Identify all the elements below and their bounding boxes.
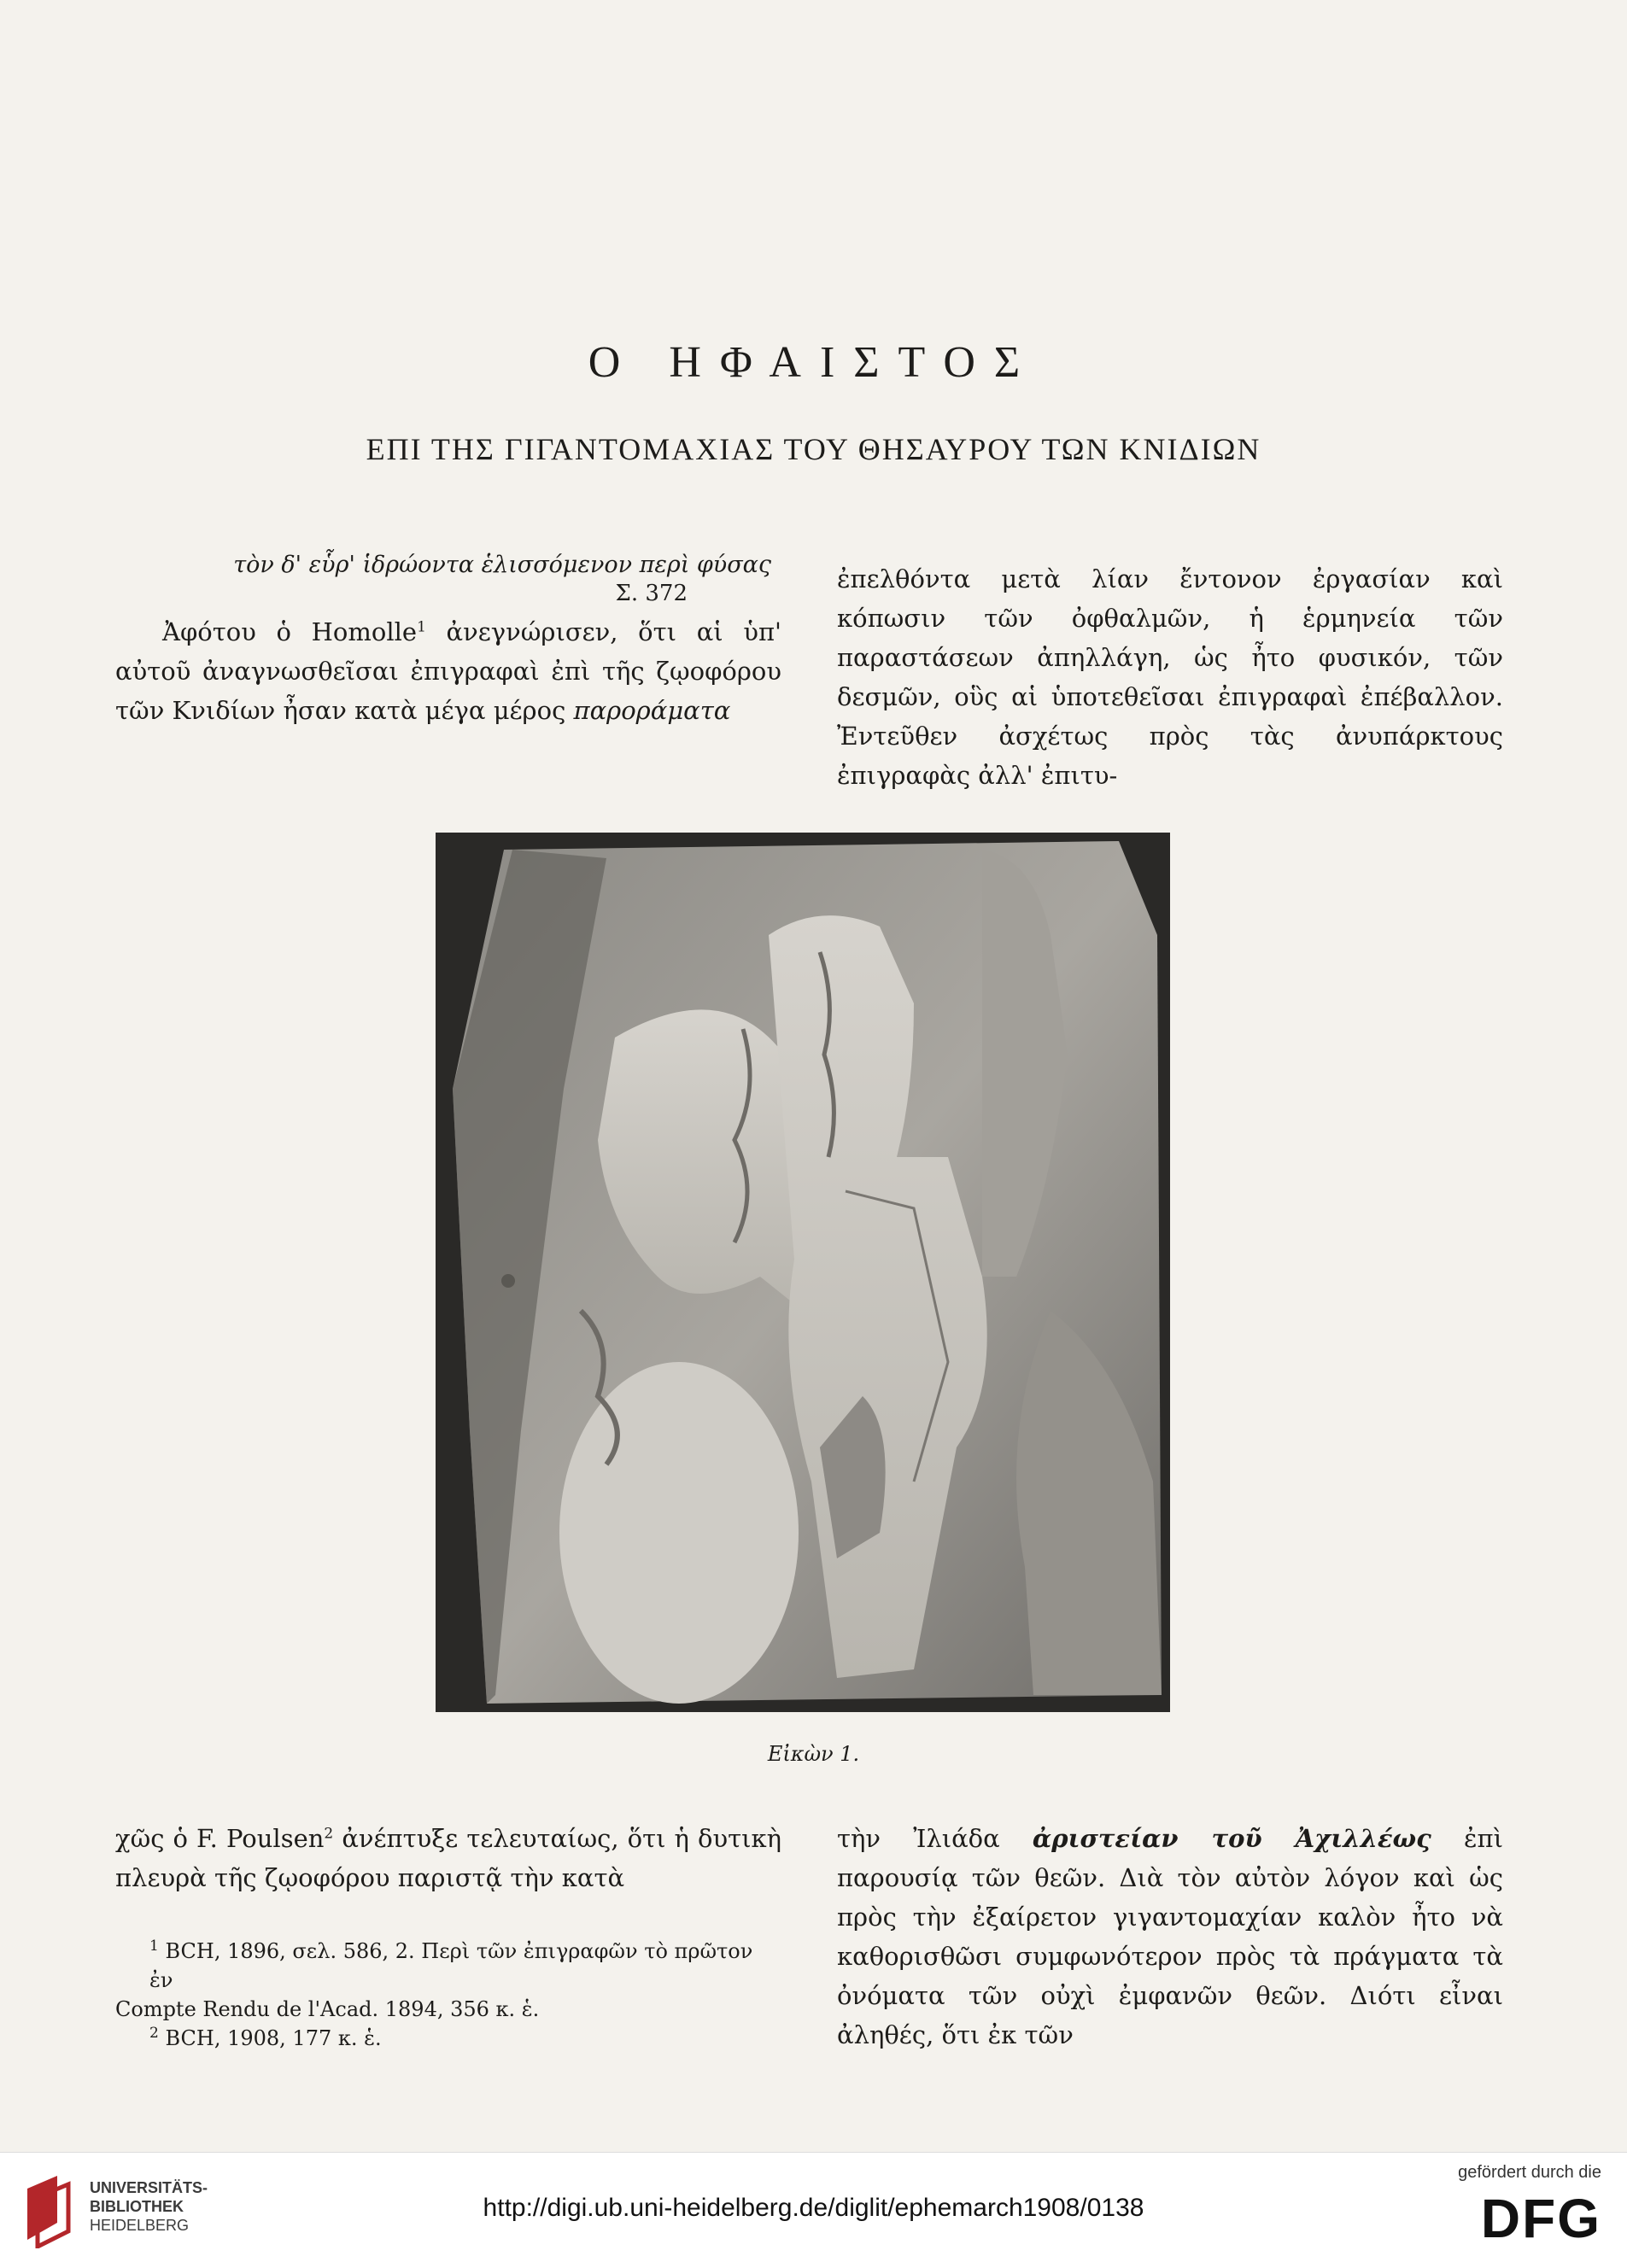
relief-photograph — [436, 833, 1170, 1712]
text-run: ἀνεγνώρισεν, ὅτι αἱ ὑπ' αὐτοῦ ἀναγνωσθεῖσαι ἐπιγραφαὶ ἐπὶ τῆς ζῳοφόρου τῶν Κνιδίων ἦσαν κατὰ μέγα μέρος — [115, 617, 781, 725]
text-run: Ἀφότου ὁ Homolle — [162, 617, 418, 646]
text-run: τὴν Ἰλιάδα — [837, 1824, 1033, 1853]
left-bottom-paragraph — [115, 1819, 781, 1897]
text-run: ἐπὶ παρουσίᾳ τῶν θεῶν. Διὰ τὸν αὐτὸν λόγον καὶ ὡς πρὸς τὴν ἐξαίρετον γιγαντομαχίαν καλὸν ἦτο νὰ καθορισθῶσι συμφωνότερον πρὸς τὰ πράγματα τὰ ὀνόματα τῶν οὐχὶ ἐμφανῶν θεῶν. Διότι εἶναι ἀληθές, ὅτι ἐκ τῶν — [837, 1824, 1503, 2049]
right-column-top — [837, 559, 1503, 795]
bold-italic-run: ἀριστείαν τοῦ Ἀχιλλέως — [1032, 1824, 1431, 1853]
permalink-url[interactable]: http://digi.ub.uni-heidelberg.de/diglit/ephemarch1908/0138 — [483, 2194, 1144, 2222]
footnote-1 — [115, 1937, 781, 1995]
left-top-paragraph — [115, 612, 781, 730]
footnotes — [115, 1937, 781, 2053]
footnote-text: BCH, 1896, σελ. 586, 2. Περὶ τῶν ἐπιγραφῶν τὸ πρῶτον ἐν — [149, 1939, 753, 1992]
right-bottom-paragraph — [837, 1819, 1503, 2055]
right-top-paragraph: ἐπελθόντα μετὰ λίαν ἔντονον ἐργασίαν καὶ κόπωσιν τῶν ὀφθαλμῶν, ἡ ἑρμηνεία τῶν παραστάσεων ἀπηλλάγη, ὡς ἦτο φυσικόν, τῶν δεσμῶν, οὓς αἱ ὑποτεθεῖσαι ἐπιγραφαὶ ἐπέβαλλον. Ἐντεῦθεν ἀσχέτως πρὸς τὰς ἀνυπάρκτους ἐπιγραφὰς ἀλλ' ἐπιτυ- — [837, 564, 1503, 790]
footnote-1-continued: Compte Rendu de l'Acad. 1894, 356 κ. ἑ. — [115, 1997, 540, 2021]
footnote-2 — [115, 2024, 781, 2053]
library-name-line: HEIDELBERG — [90, 2217, 190, 2234]
dfg-logo[interactable]: DFG — [1480, 2188, 1601, 2249]
right-column-bottom — [837, 1819, 1503, 2055]
text-run: ἀνέπτυξε τελευταίως, ὅτι ἡ δυτικὴ πλευρὰ τῆς ζῳοφόρου παριστᾷ τὴν κατὰ — [115, 1824, 782, 1892]
relief-image — [436, 833, 1170, 1712]
library-name-line: UNIVERSITÄTS- — [90, 2179, 208, 2196]
left-column-top — [115, 551, 781, 730]
italic-run: παροράματα — [573, 696, 731, 725]
digitization-footer — [0, 2152, 1627, 2268]
library-name-line: BIBLIOTHEK — [90, 2198, 184, 2215]
text-run: χῶς ὁ F. Poulsen — [115, 1824, 325, 1853]
epigraph-reference: Σ. 372 — [615, 581, 688, 606]
footnote-marker-2[interactable]: 2 — [324, 1825, 334, 1843]
article-subtitle: ΕΠΙ ΤΗΣ ΓΙΓΑΝΤΟΜΑΧΙΑΣ ΤΟΥ ΘΗΣΑΥΡΟΥ ΤΩΝ ΚΝΙΔΙΩΝ — [366, 432, 1261, 466]
footnote-number: 2 — [149, 2025, 159, 2042]
footnote-text: BCH, 1908, 177 κ. ἑ. — [158, 2026, 382, 2050]
left-column-bottom — [115, 1819, 781, 1897]
article-title: Ο ΗΦΑΙΣΤΟΣ — [588, 338, 1039, 387]
footnote-number: 1 — [149, 1938, 159, 1955]
figure-caption: Εἰκὼν 1. — [767, 1742, 860, 1766]
funded-by-label: gefördert durch die — [1458, 2163, 1601, 2182]
epigraph-line: τὸν δ' εὗρ' ἱδρώοντα ἑλισσόμενον περὶ φύσας — [233, 552, 771, 578]
footnote-marker-1[interactable]: 1 — [417, 618, 426, 636]
